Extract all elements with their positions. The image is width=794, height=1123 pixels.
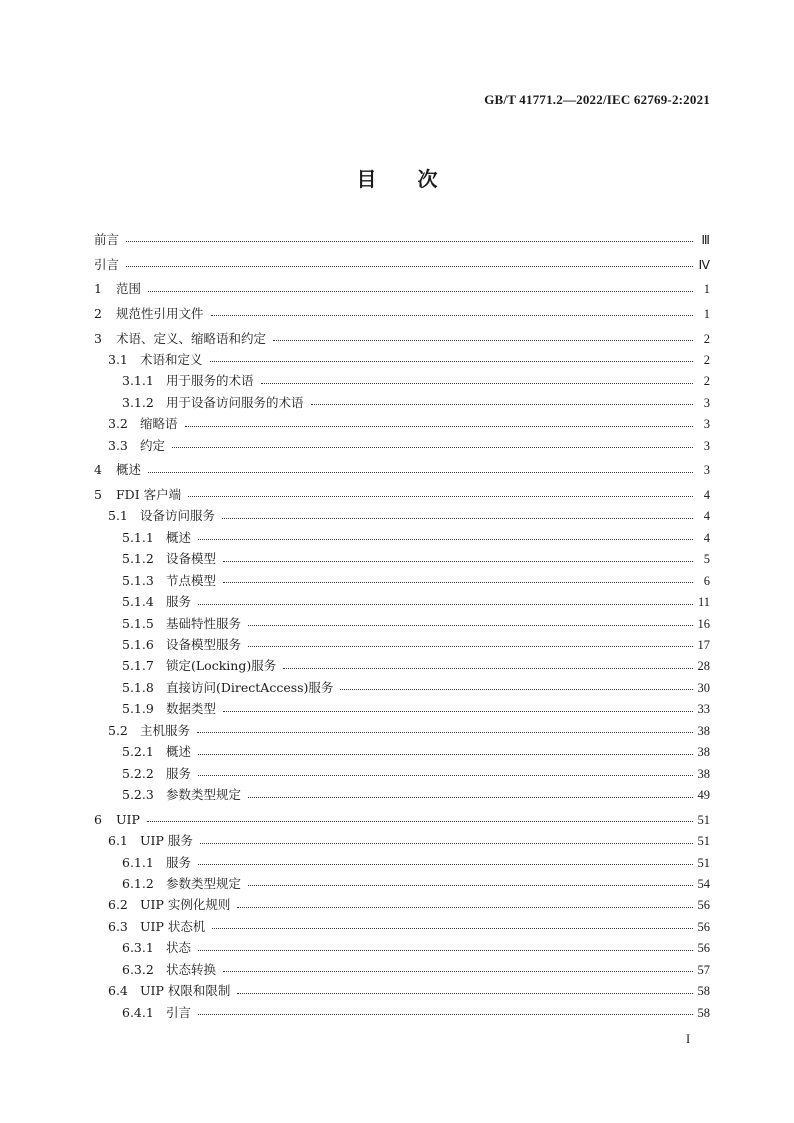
toc-entry-page: 57	[697, 962, 710, 977]
dot-leader	[185, 425, 693, 427]
toc-entry[interactable]	[94, 527, 710, 548]
toc-entry-page: 38	[697, 745, 710, 760]
toc-entry[interactable]	[94, 613, 710, 634]
document-code: GB/T 41771.2—2022/IEC 62769-2:2021	[484, 92, 710, 107]
dot-leader	[211, 314, 693, 316]
toc-entry[interactable]	[94, 830, 710, 851]
toc-entry-number: 6.4	[108, 983, 128, 999]
toc-entry-title: 状态转换	[166, 961, 217, 977]
toc-entry[interactable]	[94, 959, 710, 980]
dot-leader	[248, 645, 693, 647]
toc-entry-title: UIP 状态机	[140, 918, 206, 934]
toc-entry-page: 5	[703, 552, 710, 567]
toc-entry-title: FDI 客户端	[116, 486, 182, 502]
toc-entry-title: 直接访问(DirectAccess)服务	[166, 679, 334, 695]
toc-entry-page: 33	[697, 702, 710, 717]
toc-entry-number: 5.1.9	[122, 701, 154, 717]
toc-entry-title: 服务	[166, 854, 192, 870]
toc-entry-title: 范围	[116, 281, 142, 297]
toc-entry-number: 6.1.2	[122, 876, 154, 891]
toc-entry[interactable]	[94, 763, 710, 784]
toc-entry-number: 5.2.3	[122, 787, 154, 803]
toc-entry[interactable]	[94, 278, 710, 299]
toc-entry-page: 58	[697, 984, 710, 999]
toc-entry-number: 6.2	[108, 897, 128, 913]
toc-entry-number: 6.1	[108, 833, 128, 849]
dot-leader	[198, 774, 693, 776]
dot-leader	[223, 970, 693, 972]
page-folio: I	[686, 1032, 691, 1046]
toc-entry-number: 2	[94, 305, 102, 321]
dot-leader	[223, 560, 693, 562]
toc-entry-title: 数据类型	[166, 701, 217, 717]
toc-entry[interactable]	[94, 570, 710, 591]
dot-leader	[198, 603, 693, 605]
toc-entry-title: 设备访问服务	[140, 508, 216, 524]
toc-entry-number: 5.1.8	[122, 679, 154, 695]
toc-entry-number: 6.3.1	[122, 940, 154, 956]
toc-entry-title: 用于设备访问服务的术语	[166, 394, 304, 410]
dot-leader	[198, 753, 693, 755]
toc-entry-number: 3.1.2	[122, 394, 154, 410]
toc-entry-title: 设备模型服务	[166, 637, 242, 652]
toc-entry[interactable]	[94, 392, 710, 413]
toc-entry-page: 17	[697, 638, 710, 652]
dot-leader	[222, 517, 693, 519]
toc-entry-number: 5.1.4	[122, 594, 154, 610]
toc-entry-number: 5.1	[108, 508, 128, 524]
dot-leader	[248, 624, 693, 626]
toc-entry-title: 基础特性服务	[166, 615, 242, 631]
dot-leader	[126, 240, 693, 242]
toc-entry-number: 5.2.1	[122, 744, 154, 760]
toc-entry-number: 1	[94, 281, 102, 297]
toc-entry[interactable]	[94, 980, 710, 1001]
toc-entry-title: 设备模型	[166, 551, 217, 567]
toc-entry-number: 6.1.1	[122, 854, 154, 870]
toc-entry[interactable]	[94, 413, 710, 434]
toc-entry-title: 前言	[94, 232, 120, 247]
toc-entry-title: 参数类型规定	[166, 787, 242, 803]
toc-entry-page: 2	[703, 331, 710, 346]
toc-entry-title: 服务	[166, 765, 192, 781]
toc-entry-number: 6.4.1	[122, 1004, 154, 1020]
toc-entry-title: 约定	[140, 437, 166, 453]
toc-entry[interactable]	[94, 484, 710, 505]
toc-entry-page: 3	[703, 438, 710, 453]
dot-leader	[147, 820, 693, 822]
toc-entry-number: 5.2	[108, 722, 128, 738]
toc-entry-page: 6	[703, 573, 710, 588]
toc-entry-number: 6	[94, 811, 102, 827]
toc-entry-title: 参数类型规定	[166, 876, 242, 891]
dot-leader	[283, 667, 693, 669]
toc-entry-title: 锁定(Locking)服务	[166, 658, 277, 674]
toc-entry-page: 51	[697, 855, 710, 870]
toc-entry[interactable]	[94, 741, 710, 762]
table-of-contents	[94, 229, 710, 1023]
toc-entry-page: 3	[703, 463, 710, 478]
dot-leader	[197, 731, 693, 733]
toc-entry-title: 服务	[166, 594, 192, 610]
toc-entry-title: 引言	[166, 1004, 192, 1020]
toc-entry-title: 缩略语	[140, 416, 178, 432]
toc-entry[interactable]	[94, 459, 710, 480]
dot-leader	[172, 446, 693, 448]
toc-entry-page: 54	[697, 877, 710, 891]
dot-leader	[198, 863, 693, 865]
toc-entry[interactable]	[94, 591, 710, 612]
dot-leader	[261, 382, 693, 384]
toc-entry-page: 4	[703, 509, 710, 524]
dot-leader	[148, 290, 693, 292]
toc-entry-number: 5	[94, 486, 102, 502]
toc-entry-title: 引言	[94, 256, 120, 272]
dot-leader	[198, 1013, 693, 1015]
toc-entry-number: 3.2	[108, 416, 128, 432]
toc-entry[interactable]	[94, 229, 710, 250]
toc-entry-page: 56	[697, 941, 710, 956]
toc-entry-number: 6.3.2	[122, 961, 154, 977]
dot-leader	[248, 796, 693, 798]
toc-entry-number: 5.1.5	[122, 615, 154, 631]
toc-entry-page: 3	[703, 417, 710, 432]
toc-entry-title: 主机服务	[140, 722, 191, 738]
toc-entry-page: 49	[697, 788, 710, 803]
toc-entry[interactable]	[94, 1002, 710, 1023]
toc-entry-title: 术语和定义	[140, 351, 203, 367]
toc-entry-number: 5.1.6	[122, 637, 154, 652]
toc-entry-number: 6.3	[108, 918, 128, 934]
toc-entry-page: 56	[697, 919, 710, 934]
toc-entry-number: 5.1.2	[122, 551, 154, 567]
toc-entry[interactable]	[94, 916, 710, 937]
dot-leader	[311, 403, 693, 405]
toc-entry-number: 3.3	[108, 437, 128, 453]
dot-leader	[126, 265, 693, 267]
toc-entry-number: 5.1.1	[122, 529, 154, 545]
toc-entry[interactable]	[94, 634, 710, 655]
dot-leader	[237, 992, 693, 994]
toc-entry-title: 节点模型	[166, 572, 217, 588]
dot-leader	[200, 842, 693, 844]
dot-leader	[212, 927, 693, 929]
toc-entry[interactable]	[94, 328, 710, 349]
dot-leader	[273, 339, 693, 341]
toc-entry-number: 5.2.2	[122, 765, 154, 781]
toc-entry[interactable]	[94, 852, 710, 873]
dot-leader	[210, 360, 693, 362]
dot-leader	[237, 906, 693, 908]
toc-entry-page: 30	[697, 680, 710, 695]
toc-entry-number: 3.1	[108, 351, 128, 367]
dot-leader	[148, 471, 693, 473]
toc-entry[interactable]	[94, 370, 710, 391]
toc-entry[interactable]	[94, 548, 710, 569]
toc-entry-page: 38	[697, 723, 710, 738]
toc-entry[interactable]	[94, 303, 710, 324]
toc-entry[interactable]	[94, 873, 710, 894]
toc-entry-page: 58	[697, 1005, 710, 1020]
dot-leader	[223, 710, 693, 712]
toc-entry-number: 5.1.3	[122, 572, 154, 588]
dot-leader	[248, 884, 693, 886]
dot-leader	[340, 688, 693, 690]
toc-entry[interactable]	[94, 698, 710, 719]
toc-entry-title: 术语、定义、缩略语和约定	[116, 330, 267, 346]
dot-leader	[188, 495, 693, 497]
dot-leader	[198, 949, 693, 951]
toc-entry[interactable]	[94, 720, 710, 741]
toc-entry-page: 28	[697, 659, 710, 674]
toc-entry-page: 4	[703, 487, 710, 502]
toc-entry-page: 56	[697, 898, 710, 913]
toc-entry-title: 概述	[166, 529, 192, 545]
toc-entry-page: 51	[697, 812, 710, 827]
toc-entry[interactable]	[94, 254, 710, 275]
toc-entry-title: UIP 服务	[140, 833, 193, 849]
toc-entry-title: UIP 权限和限制	[140, 983, 231, 999]
toc-entry-page: 2	[703, 374, 710, 389]
toc-entry[interactable]	[94, 435, 710, 456]
toc-entry-title: 概述	[166, 744, 192, 760]
toc-entry-title: UIP 实例化规则	[140, 897, 231, 913]
dot-leader	[198, 538, 693, 540]
toc-entry-page: 1	[703, 282, 710, 297]
toc-entry[interactable]	[94, 784, 710, 805]
toc-entry[interactable]	[94, 937, 710, 958]
toc-entry-title: 用于服务的术语	[166, 373, 254, 389]
toc-entry-title: 规范性引用文件	[116, 305, 204, 321]
toc-entry-page: 3	[703, 395, 710, 410]
toc-entry[interactable]	[94, 894, 710, 915]
toc-entry-page: Ⅳ	[698, 257, 710, 272]
toc-entry[interactable]	[94, 809, 710, 830]
toc-entry[interactable]	[94, 349, 710, 370]
toc-entry-page: 38	[697, 766, 710, 781]
toc-entry-page: 11	[697, 595, 710, 610]
toc-entry[interactable]	[94, 677, 710, 698]
page-title: 目 次	[356, 167, 438, 191]
toc-entry-number: 3.1.1	[122, 373, 154, 389]
toc-entry-page: 16	[697, 616, 710, 631]
toc-entry-page: 1	[703, 306, 710, 321]
toc-entry[interactable]	[94, 505, 710, 526]
toc-entry-number: 3	[94, 330, 102, 346]
toc-entry-number: 4	[94, 462, 102, 478]
toc-entry-number: 5.1.7	[122, 658, 154, 674]
toc-entry-page: 4	[703, 530, 710, 545]
toc-entry-title: 概述	[116, 462, 142, 478]
toc-entry-page: Ⅲ	[701, 233, 710, 247]
toc-entry-page: 51	[697, 834, 710, 849]
toc-entry-title: UIP	[116, 811, 140, 827]
toc-entry-page: 2	[703, 352, 710, 367]
toc-entry-title: 状态	[166, 940, 192, 956]
toc-entry[interactable]	[94, 655, 710, 676]
dot-leader	[223, 581, 693, 583]
